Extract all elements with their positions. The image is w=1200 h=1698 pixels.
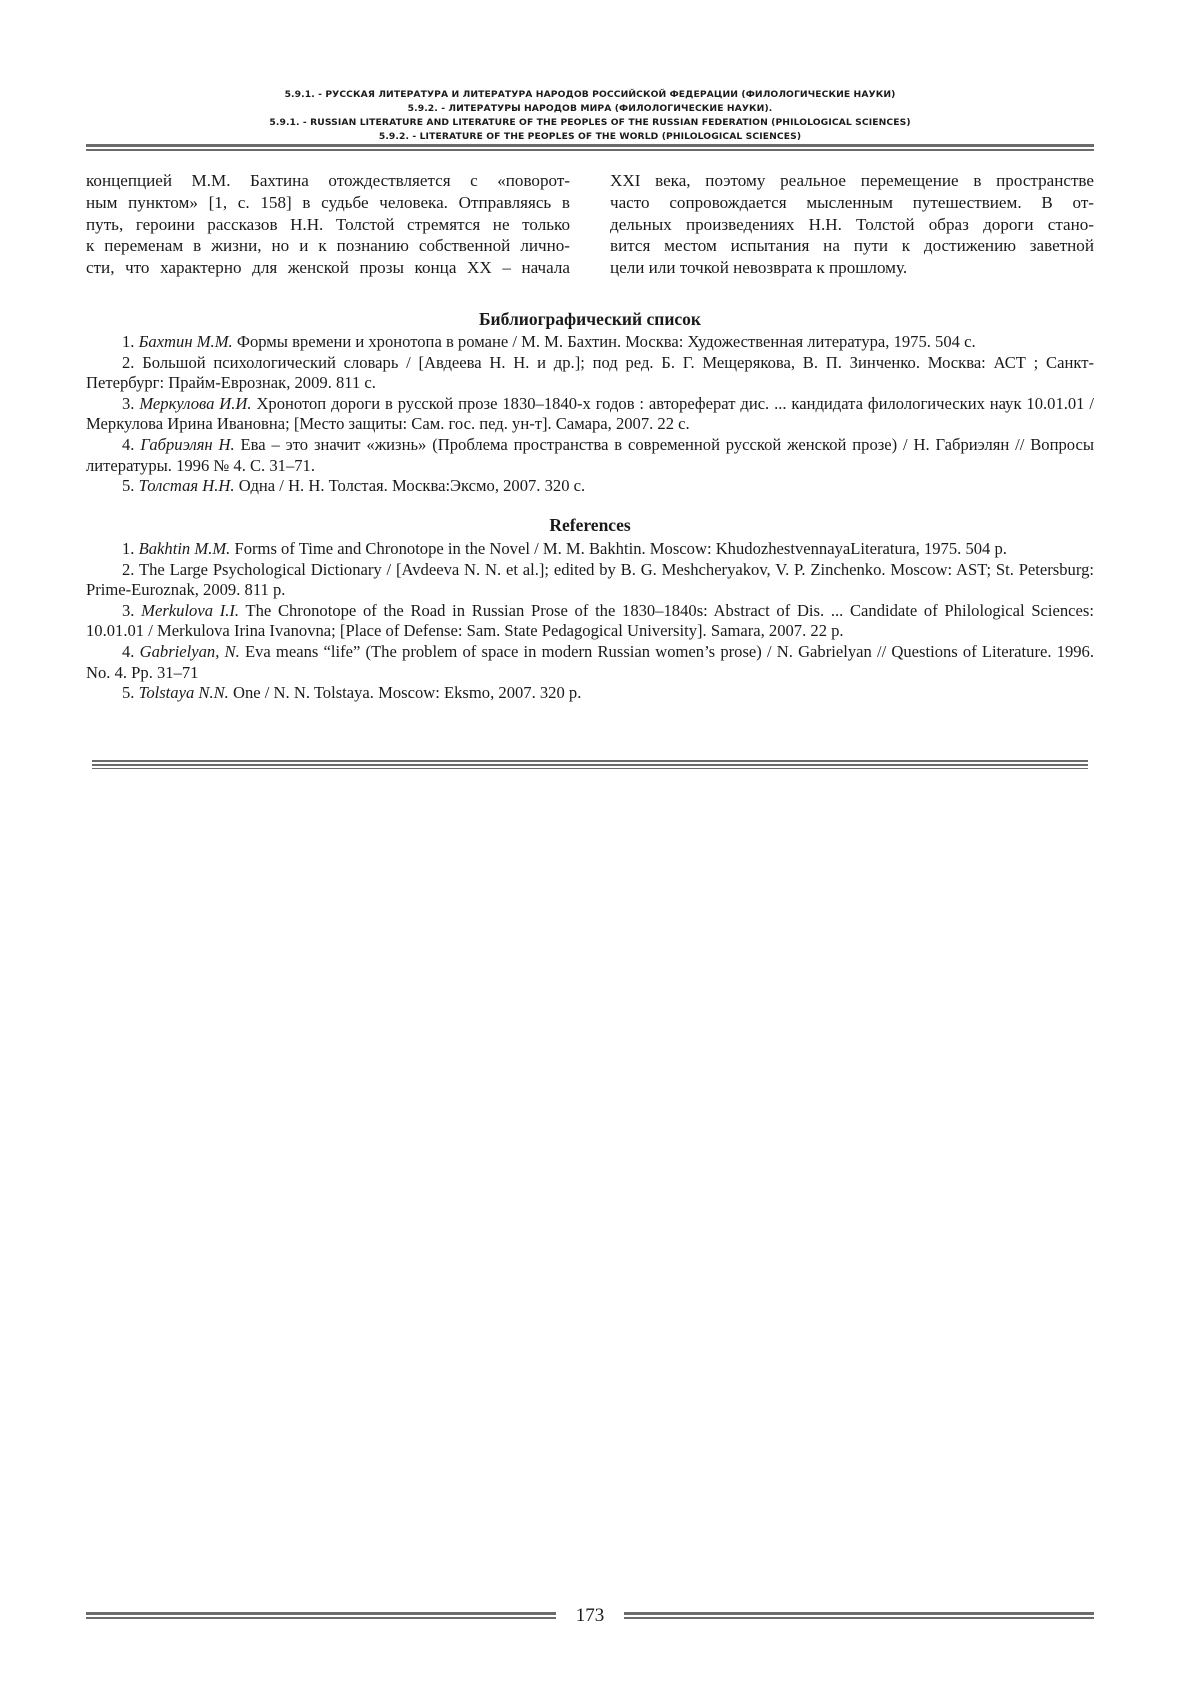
entry-number: 5. [122, 476, 135, 496]
entry-number: 5. [122, 683, 135, 703]
reference-entry [86, 601, 1094, 642]
entry-number: 1. [122, 332, 135, 351]
page-footer [86, 1604, 1094, 1628]
entry-author: Толстая Н.Н. [138, 476, 235, 496]
bibliography-entry [86, 435, 1094, 476]
body-line: цели или точкой невозврата к прошлому. [610, 258, 908, 278]
entry-text: One / N. N. Tolstaya. Moscow: Eksmo, 2007. 320 p. [233, 683, 582, 703]
footer-rule-left [86, 1612, 556, 1620]
entry-number: 2. [122, 352, 135, 372]
body-line: к переменам в жизни, но и к познанию собственной лично- [86, 236, 570, 256]
entry-author: Bakhtin M.M. [138, 539, 231, 558]
page-number: 173 [575, 1605, 605, 1626]
bibliography-title: Библиографический список [478, 309, 701, 329]
header-line-1: 5.9.1. - РУССКАЯ ЛИТЕРАТУРА И ЛИТЕРАТУРА НАРОДОВ РОССИЙСКОЙ ФЕДЕРАЦИИ (ФИЛОЛОГИЧЕСКИЕ НАУКИ) [284, 89, 896, 100]
entry-text: The Large Psychological Dictionary / [Avdeeva N. N. et al.]; edited by B. G. Meshcheryakov, V. P. Zinchenko. Moscow: AST; St. Petersburg: Prime-Euroznak, 2009. 811 p. [86, 559, 1094, 600]
entry-author: Merkulova I.I. [141, 600, 240, 620]
section-end-divider [92, 760, 1088, 769]
reference-entry [86, 560, 1094, 601]
header-line-3: 5.9.1. - RUSSIAN LITERATURE AND LITERATURE OF THE PEOPLES OF THE RUSSIAN FEDERATION (PHILOLOGICAL SCIENCES) [269, 117, 911, 128]
entry-text: The Chronotope of the Road in Russian Prose of the 1830–1840s: Abstract of Dis. ... Candidate of Philological Sciences: 10.01.01 / Merkulova Irina Ivanovna; [Place of Defense: Sam. State Pedagogical University]. Samara, 2007. 22 p. [86, 600, 1094, 641]
entry-text: Большой психологический словарь / [Авдеева Н. Н. и др.]; под ред. Б. Г. Мещерякова, В. П. Зинченко. Москва: АСТ ; Санкт-Петербург: Прайм-Еврознак, 2009. 811 с. [86, 352, 1094, 393]
entry-number: 3. [122, 600, 135, 620]
references-list [86, 539, 1094, 704]
entry-author: Габриэлян Н. [140, 434, 235, 454]
entry-number: 2. [122, 559, 135, 579]
entry-number: 3. [122, 393, 135, 413]
reference-entry [86, 683, 1094, 704]
bibliography-entry [86, 332, 1094, 353]
body-line: часто сопровождается мысленным путешествием. В от- [610, 192, 1094, 212]
entry-text: Ева – это значит «жизнь» (Проблема пространства в современной русской женской прозе) / Н. Габриэлян // Вопросы литературы. 1996 № 4. С. 31–71. [86, 434, 1094, 475]
entry-number: 4. [122, 641, 135, 661]
references-title: References [549, 515, 631, 535]
body-line: вится местом испытания на пути к достижению заветной [610, 236, 1094, 256]
entry-author: Tolstaya N.N. [138, 683, 229, 703]
bibliography-list [86, 332, 1094, 497]
reference-entry [86, 539, 1094, 560]
header-divider [86, 144, 1094, 153]
header-line-4: 5.9.2. - LITERATURE OF THE PEOPLES OF THE WORLD (PHILOLOGICAL SCIENCES) [378, 131, 802, 142]
entry-author: Бахтин М.М. [138, 332, 233, 351]
body-line: XXI века, поэтому реальное перемещение в пространстве [610, 171, 1094, 190]
body-line: ным пунктом» [1, с. 158] в судьбе человека. Отправляясь в [86, 192, 570, 212]
reference-entry [86, 642, 1094, 683]
bibliography-entry [86, 476, 1094, 497]
bibliography-entry [86, 353, 1094, 394]
body-line: дельных произведениях Н.Н. Толстой образ дороги стано- [610, 214, 1094, 234]
header-line-2: 5.9.2. - ЛИТЕРАТУРЫ НАРОДОВ МИРА (ФИЛОЛОГИЧЕСКИЕ НАУКИ). [407, 103, 773, 114]
body-line: сти, что характерно для женской прозы конца XX – начала [86, 258, 570, 278]
entry-text: Forms of Time and Chronotope in the Novel / M. M. Bakhtin. Moscow: KhudozhestvennayaLiteratura, 1975. 504 p. [234, 539, 1007, 558]
entry-number: 1. [122, 539, 135, 558]
bibliography-entry [86, 394, 1094, 435]
entry-text: Хронотоп дороги в русской прозе 1830–1840-х годов : автореферат дис. ... кандидата филологических наук 10.01.01 / Меркулова Ирина Ивановна; [Место защиты: Сам. гос. пед. ун-т]. Самара, 2007. 22 с. [86, 393, 1094, 434]
entry-text: Одна / Н. Н. Толстая. Москва:Эксмо, 2007. 320 с. [238, 476, 586, 496]
running-header [86, 88, 1094, 144]
body-column-right [610, 170, 1094, 279]
entry-number: 4. [122, 434, 135, 454]
entry-text: Формы времени и хронотопа в романе / М. М. Бахтин. Москва: Художественная литература, 1975. 504 с. [236, 332, 976, 351]
footer-rule-right [624, 1612, 1094, 1620]
entry-text: Eva means “life” (The problem of space in modern Russian women’s prose) / N. Gabrielyan // Questions of Literature. 1996. No. 4. Pp. 31–71 [86, 641, 1094, 682]
body-line: концепцией М.М. Бахтина отождествляется с «поворот- [86, 171, 570, 190]
body-column-left [86, 170, 570, 279]
body-line: путь, героини рассказов Н.Н. Толстой стремятся не только [86, 214, 570, 234]
entry-author: Gabrielyan, N. [139, 641, 240, 661]
entry-author: Меркулова И.И. [139, 393, 252, 413]
